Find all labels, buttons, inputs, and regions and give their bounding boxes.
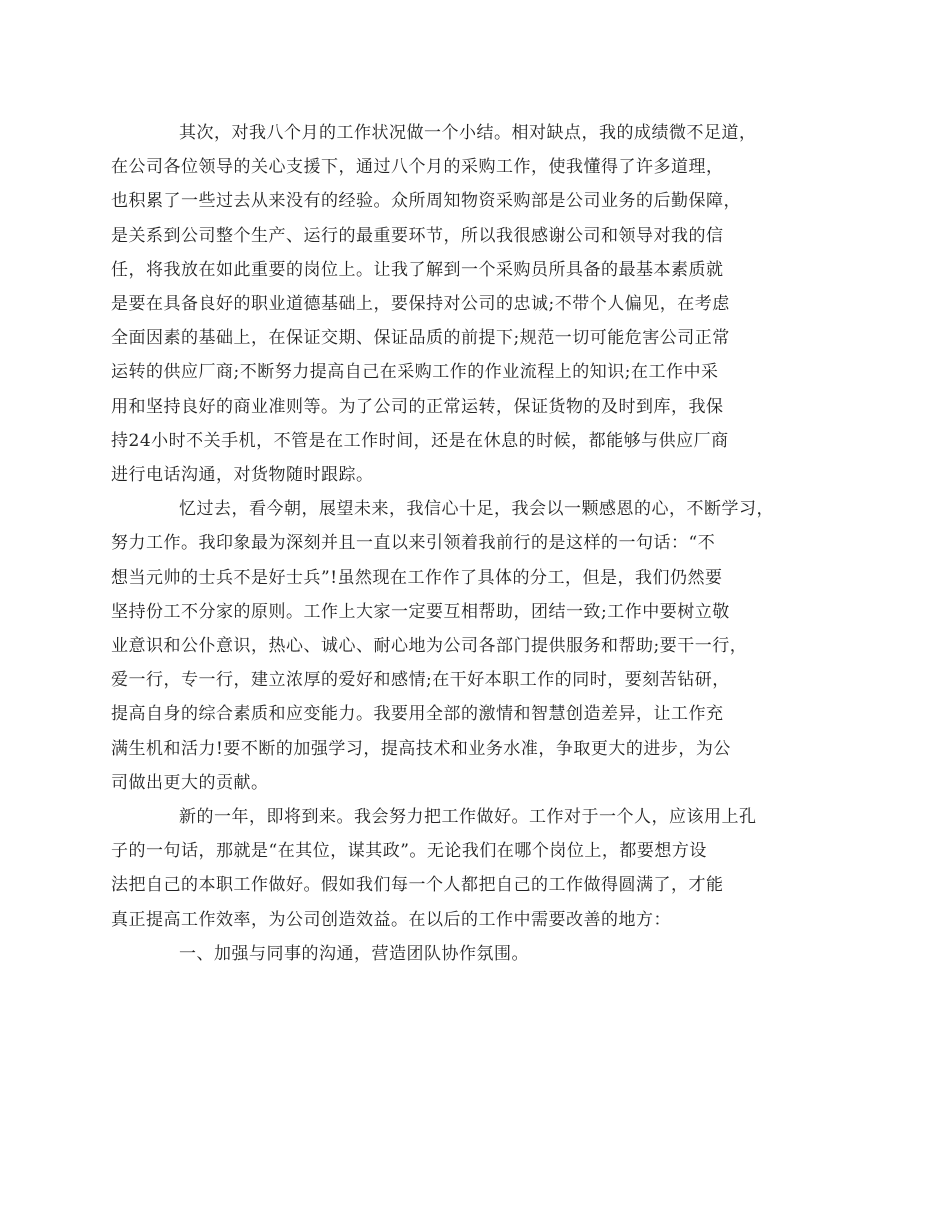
text-line: 任，将我放在如此重要的岗位上。让我了解到一个采购员所具备的最基本素质就: [111, 259, 724, 280]
paragraph-improvement-item-1: [145, 937, 815, 971]
text-line: 其次，对我八个月的工作状况做一个小结。相对缺点，我的成绩微不足道，: [179, 123, 757, 143]
text-line: 司做出更大的贡献。: [111, 772, 269, 793]
text-line: 爱一行，专一行，建立浓厚的爱好和感情;在干好本职工作的同时，要刻苦钻研，: [111, 670, 730, 691]
text-line: 新的一年，即将到来。我会努力把工作做好。工作对于一个人，应该用上孔: [179, 807, 757, 828]
text-line: 是要在具备良好的职业道德基础上，要保持对公司的忠诚;不带个人偏见，在考虑: [111, 294, 730, 315]
text-line: 想当元帅的士兵不是好士兵”!虽然现在工作作了具体的分工，但是，我们仍然要: [111, 567, 723, 588]
text-line: 法把自己的本职工作做好。假如我们每一个人都把自己的工作做得圆满了，才能: [111, 875, 724, 896]
text-line: 提高自身的综合素质和应变能力。我要用全部的激情和智慧创造差异，让工作充: [111, 704, 724, 725]
text-line: 持24小时不关手机，不管是在工作时间，还是在休息的时候，都能够与供应厂商: [111, 430, 729, 451]
text-line: 坚持份工不分家的原则。工作上大家一定要互相帮助，团结一致;工作中要树立敬: [111, 601, 730, 622]
text-line: 满生机和活力!要不断的加强学习，提高技术和业务水准，争取更大的进步，为公: [111, 738, 731, 759]
text-line: 也积累了一些过去从来没有的经验。众所周知物资采购部是公司业务的后勤保障，: [111, 191, 741, 212]
paragraph-new-year: [111, 800, 815, 937]
paragraph-work-summary: [111, 116, 815, 492]
text-line: 全面因素的基础上，在保证交期、保证品质的前提下;规范一切可能危害公司正常: [111, 328, 730, 349]
text-line: 业意识和公仆意识，热心、诚心、耐心地为公司各部门提供服务和帮助;要干一行，: [111, 636, 748, 657]
text-line: 在公司各位领导的关心支援下，通过八个月的采购工作，使我懂得了许多道理，: [111, 157, 724, 178]
text-line: 真正提高工作效率，为公司创造效益。在以后的工作中需要改善的地方：: [111, 909, 671, 930]
text-line: 一、加强与同事的沟通，营造团队协作氛围。: [179, 943, 529, 964]
document-body: [111, 116, 815, 971]
text-line: 进行电话沟通，对货物随时跟踪。: [111, 465, 374, 486]
text-line: 是关系到公司整个生产、运行的最重要环节，所以我很感谢公司和领导对我的信: [111, 225, 724, 246]
text-line: 用和坚持良好的商业准则等。为了公司的正常运转，保证货物的及时到库，我保: [111, 396, 724, 417]
text-line: 运转的供应厂商;不断努力提高自己在采购工作的作业流程上的知识;在工作中采: [111, 362, 719, 383]
text-line: 子的一句话，那就是“在其位，谋其政”。无论我们在哪个岗位上，都要想方设: [111, 841, 707, 862]
text-line: 忆过去，看今朝，展望未来，我信心十足，我会以一颗感恩的心，不断学习，: [179, 499, 774, 520]
paragraph-looking-forward: [111, 492, 815, 800]
text-line: 努力工作。我印象最为深刻并且一直以来引领着我前行的是这样的一句话：“不: [111, 533, 716, 554]
